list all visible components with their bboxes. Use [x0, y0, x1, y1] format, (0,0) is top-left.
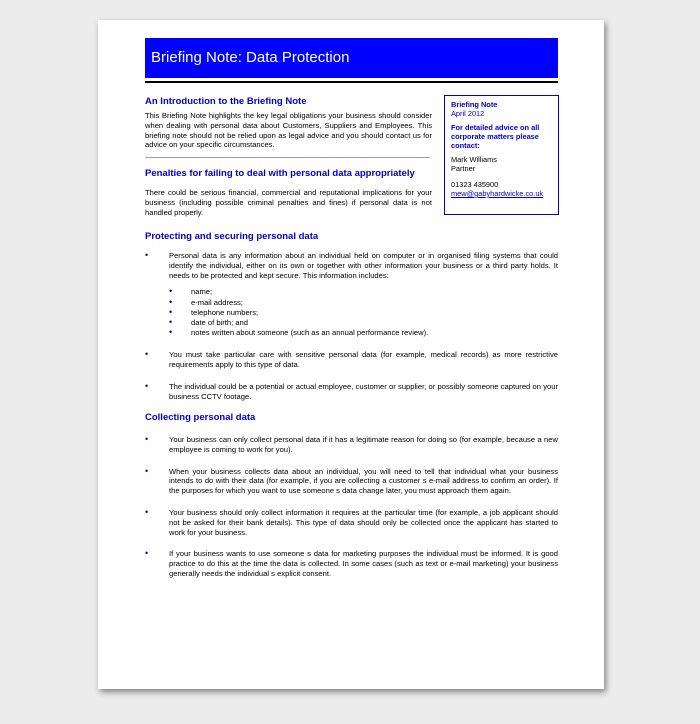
bullet-icon: • — [169, 327, 173, 338]
contact-name: Mark Williams — [451, 155, 497, 164]
list-item — [169, 308, 558, 318]
intro-section — [145, 96, 432, 218]
bullet-icon: • — [145, 381, 149, 391]
collecting-section — [145, 412, 558, 579]
list-item — [145, 382, 558, 402]
penalties-text: There could be serious financial, commercial and reputational implications for your business (including possible criminal penalties and fines) if personal data is not handled properly. — [145, 188, 432, 217]
bullet-icon: • — [145, 506, 149, 517]
sub-item: notes written about someone (such as an annual performance review). — [191, 328, 429, 338]
bullet-icon: • — [169, 286, 173, 297]
protecting-list — [145, 251, 558, 402]
collecting-bullet-3: Your business should only collect information it requires at the particular time (for example, a job applicant should not be asked for their bank details). This type of data should only be collected once the applicant has started to work for your business. — [169, 507, 558, 537]
list-item — [145, 467, 558, 496]
personal-data-sublist — [145, 287, 558, 338]
sub-item: name; — [191, 287, 213, 297]
list-item — [145, 350, 558, 370]
contact-email-link[interactable]: mew@gabyhardwicke.co.uk — [451, 189, 544, 198]
bullet-icon: • — [169, 317, 173, 327]
document-page — [98, 20, 604, 689]
list-item — [145, 435, 558, 455]
intro-heading: An Introduction to the Briefing Note — [145, 96, 307, 107]
sub-item: telephone numbers; — [191, 307, 259, 317]
bullet-icon: • — [145, 465, 149, 476]
bullet-icon: • — [145, 548, 149, 559]
protecting-heading: Protecting and securing personal data — [145, 231, 319, 242]
protecting-bullet-3: The individual could be a potential or actual employee, customer or supplier, or possibly someone captured on your business CCTV footage. — [169, 382, 558, 401]
list-item — [169, 298, 558, 308]
section-divider — [145, 157, 430, 158]
intro-text: This Briefing Note highlights the key legal obligations your business should consider when dealing with personal data about Customers, Suppliers and Employees. This briefing note should not be relied upon as legal advice and you should contact us for advice on your specific circumstances. — [145, 111, 432, 150]
protecting-section — [145, 231, 558, 402]
list-item — [145, 508, 558, 537]
collecting-list — [145, 435, 558, 579]
bullet-icon: • — [145, 349, 149, 360]
protecting-bullet-1: Personal data is any information about an individual held on computer or in organised filing systems that could identify the individual, either on its own or together with other information your business or a third party holds. It needs to be protected and kept secure. This information includes: — [169, 251, 558, 280]
list-item — [169, 318, 558, 328]
collecting-heading: Collecting personal data — [145, 412, 256, 423]
list-item — [169, 328, 558, 338]
title-divider — [145, 81, 558, 83]
penalties-heading: Penalties for failing to deal with personal data appropriately — [145, 168, 415, 180]
bullet-icon: • — [169, 306, 173, 317]
contact-box — [444, 95, 559, 215]
banner-title: Briefing Note: Data Protection — [145, 38, 558, 78]
protecting-bullet-2: You must take particular care with sensitive personal data (for example, medical records) as more restrictive requirements apply to this type of data. — [169, 350, 558, 370]
contact-role: Partner — [451, 164, 476, 173]
list-item — [145, 251, 558, 338]
sidebar-date: April 2012 — [451, 109, 485, 118]
list-item — [169, 287, 558, 297]
bullet-icon: • — [145, 250, 149, 260]
bullet-icon: • — [145, 434, 149, 444]
collecting-bullet-2: When your business collects data about an individual, you will need to tell that individual what your business intends to do with their data (for example, if you are collecting a customer s e-mail address to confirm an order). If the purposes for which you want to use someone s data change later, you must approach them again. — [169, 466, 558, 496]
list-item — [145, 549, 558, 578]
sidebar-advice: For detailed advice on all corporate matters please contact: — [451, 123, 540, 150]
sub-item: date of birth; and — [191, 318, 248, 327]
collecting-bullet-4: If your business wants to use someone s data for marketing purposes the individual must be informed. It is good practice to do this at the time the data is collected. In some cases (such as text or e-mail marketing) your business generally needs the individual s explicit consent. — [169, 549, 558, 578]
bullet-icon: • — [169, 296, 173, 307]
collecting-bullet-1: Your business can only collect personal data if it has a legitimate reason for doing so (for example, because a new employee is coming to work for you). — [169, 435, 558, 454]
sub-item: e-mail address; — [191, 297, 243, 307]
contact-phone: 01323 435900 — [451, 180, 499, 189]
sidebar-title: Briefing Note — [451, 100, 498, 109]
